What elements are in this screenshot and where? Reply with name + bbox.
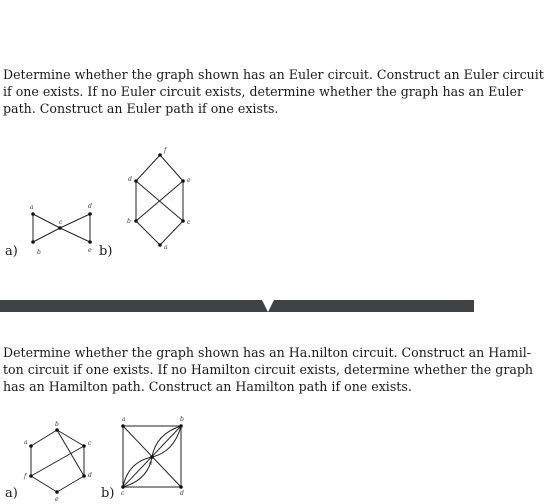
question-2-line: Determine whether the graph shown has an Ha.nilton circuit. Construct an Hamil- bbox=[3, 345, 532, 360]
question-2-line: has an Hamilton path. Construct an Hamilton path if one exists. bbox=[3, 379, 412, 394]
vertex-label: d bbox=[88, 203, 92, 210]
vertex-label: b bbox=[180, 416, 184, 423]
vertex-label: b bbox=[37, 249, 41, 256]
vertex-label: c bbox=[59, 219, 63, 226]
vertex-a bbox=[121, 424, 125, 428]
vertex-label: f bbox=[164, 147, 167, 154]
q1-part-b-label: b) bbox=[99, 244, 113, 259]
vertex-e bbox=[150, 455, 154, 459]
q2-part-a-label: a) bbox=[5, 486, 18, 501]
vertex-label: a bbox=[24, 439, 28, 446]
vertex-label: c bbox=[187, 219, 191, 226]
vertex-label: b bbox=[55, 421, 59, 428]
vertex-label: e bbox=[149, 460, 153, 467]
vertex-label: e bbox=[88, 247, 92, 254]
vertex-label: f bbox=[24, 473, 27, 480]
vertex-label: e bbox=[55, 496, 59, 503]
q2-part-b-label: b) bbox=[101, 486, 115, 501]
question-1-line: Determine whether the graph shown has an Euler circuit. Construct an Euler circuit bbox=[3, 67, 544, 82]
vertex-label: c bbox=[88, 440, 92, 447]
vertex-label: e bbox=[187, 177, 191, 184]
vertex-c bbox=[121, 485, 125, 489]
question-1-line: if one exists. If no Euler circuit exists, determine whether the graph has an Euler bbox=[3, 84, 523, 99]
vertex-label: c bbox=[121, 490, 125, 497]
vertex-label: a bbox=[164, 244, 168, 251]
vertex-d bbox=[179, 485, 183, 489]
question-2-line: ton circuit if one exists. If no Hamilton circuit exists, determine whether the graph bbox=[3, 362, 534, 377]
vertex-label: b bbox=[127, 218, 131, 225]
vertex-label: d bbox=[88, 472, 92, 479]
vertex-label: a bbox=[30, 204, 34, 211]
vertex-label: d bbox=[128, 176, 132, 183]
vertex-label: d bbox=[180, 490, 184, 497]
vertex-b bbox=[179, 424, 183, 428]
vertex-label: a bbox=[122, 416, 126, 423]
question-1-line: path. Construct an Euler path if one exists. bbox=[3, 101, 279, 116]
q1-part-a-label: a) bbox=[5, 244, 18, 259]
